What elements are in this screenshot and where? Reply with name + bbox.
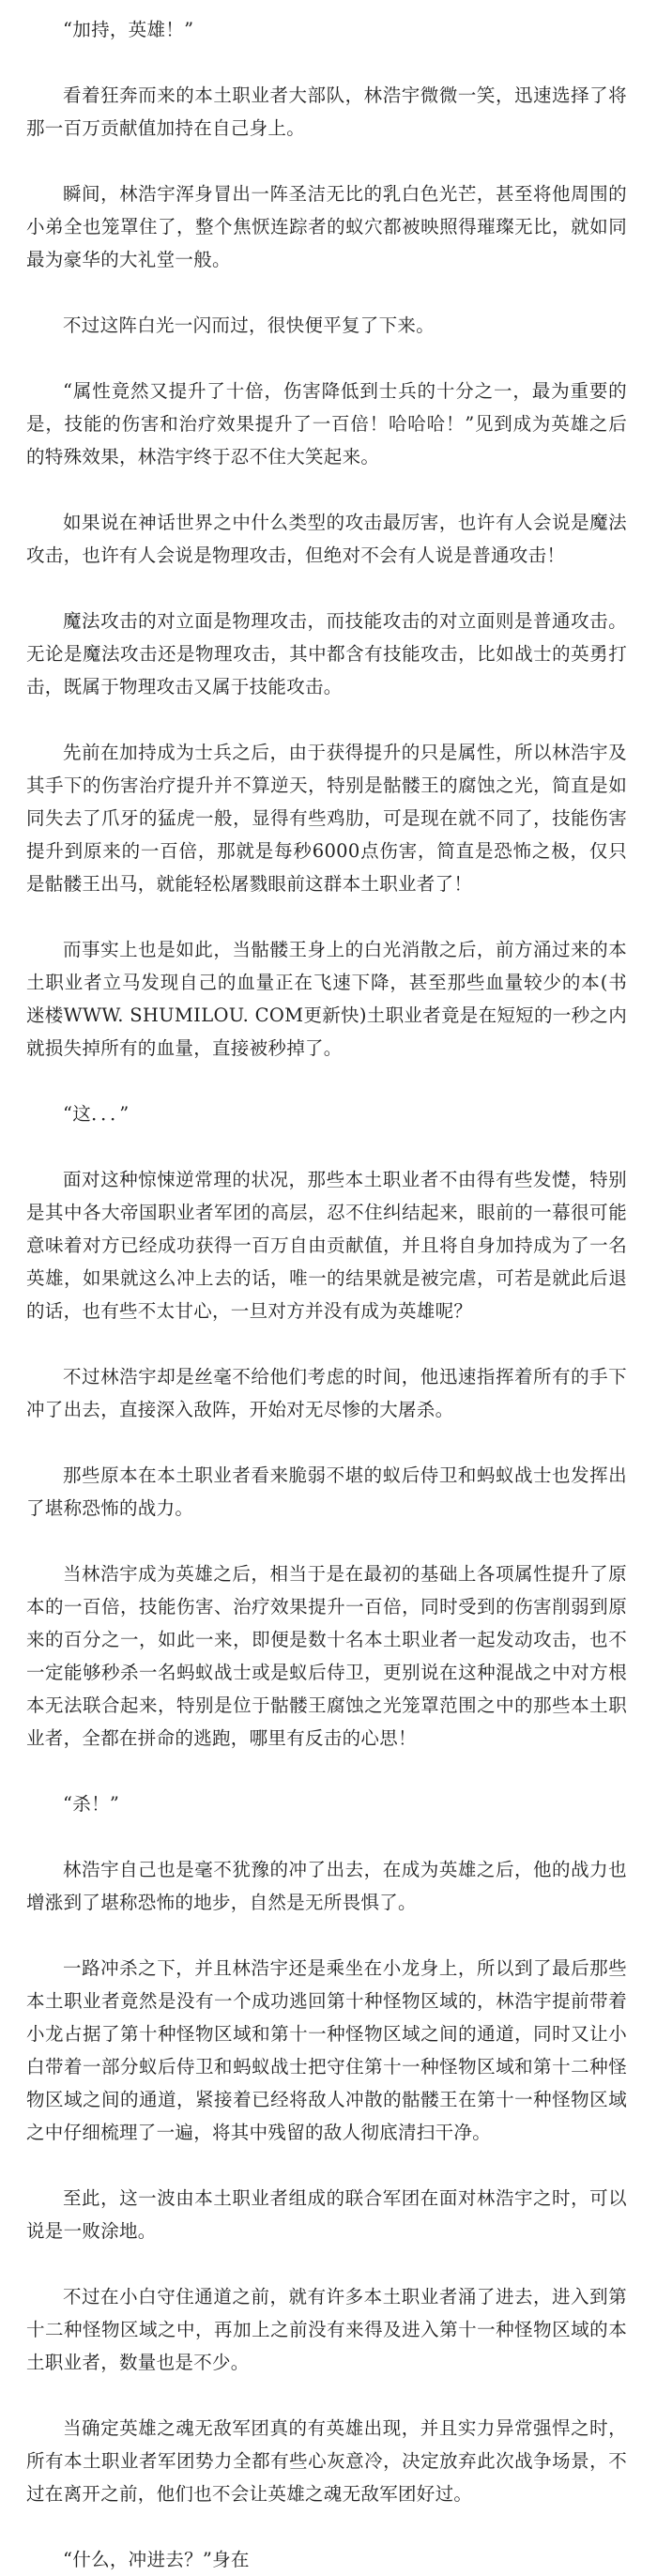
- paragraph-6: 如果说在神话世界之中什么类型的攻击最厉害，也许有人会说是魔法攻击，也许有人会说是物理攻击，但绝对不会有人说是普通攻击！: [26, 512, 627, 566]
- paragraph-5: “属性竟然又提升了十倍，伤害降低到士兵的十分之一，最为重要的是，技能的伤害和治疗效果提升了一百倍！哈哈哈！”见到成为英雄之后的特殊效果，林浩宇终于忍不住大笑起来。: [26, 380, 627, 468]
- paragraph-18: 至此，这一波由本土职业者组成的联合军团在面对林浩宇之时，可以说是一败涂地。: [26, 2187, 627, 2242]
- paragraph-9: 而事实上也是如此，当骷髅王身上的白光消散之后，前方涌过来的本土职业者立马发现自己的血量正在飞速下降，甚至那些血量较少的本(书迷楼WWW. SHUMILOU. COM更新快)土职业者竟是在短短的一秒之内就损失掉所有的血量，直接被秒掉了。: [26, 939, 627, 1059]
- paragraph-17: 一路冲杀之下，并且林浩宇还是乘坐在小龙身上，所以到了最后那些本土职业者竟然是没有一个成功逃回第十种怪物区域的，林浩宇提前带着小龙占据了第十种怪物区域和第十一种怪物区域之间的通道，同时又让小白带着一部分蚁后侍卫和蚂蚁战士把守住第十一种怪物区域和第十二种怪物区域之间的通道，紧接着已经将敌人冲散的骷髅王在第十一种怪物区域之中仔细梳理了一遍，将其中残留的敌人彻底清扫干净。: [26, 1957, 627, 2143]
- paragraph-8: 先前在加持成为士兵之后，由于获得提升的只是属性，所以林浩宇及其手下的伤害治疗提升并不算逆天，特别是骷髅王的腐蚀之光，简直是如同失去了爪牙的猛虎一般，显得有些鸡肋，可是现在就不同了，技能伤害提升到原来的一百倍，那就是每秒6000点伤害，简直是恐怖之极，仅只是骷髅王出马，就能轻松屠戮眼前这群本土职业者了！: [26, 742, 627, 895]
- paragraph-16: 林浩宇自己也是毫不犹豫的冲了出去，在成为英雄之后，他的战力也增涨到了堪称恐怖的地步，自然是无所畏惧了。: [26, 1859, 627, 1913]
- paragraph-13: 那些原本在本土职业者看来脆弱不堪的蚁后侍卫和蚂蚁战士也发挥出了堪称恐怖的战力。: [26, 1464, 627, 1519]
- paragraph-2: 看着狂奔而来的本土职业者大部队，林浩宇微微一笑，迅速选择了将那一百万贡献值加持在自己身上。: [26, 84, 627, 139]
- paragraph-12: 不过林浩宇却是丝毫不给他们考虑的时间，他迅速指挥着所有的手下冲了出去，直接深入敌阵，开始对无尽惨的大屠杀。: [26, 1366, 627, 1420]
- paragraph-10: “这．．．”: [63, 1103, 130, 1125]
- paragraph-11: 面对这种惊悚逆常理的状况，那些本土职业者不由得有些发憷，特别是其中各大帝国职业者军团的高层，忍不住纠结起来，眼前的一幕很可能意味着对方已经成功获得一百万自由贡献值，并且将自身加持成为了一名英雄，如果就这么冲上去的话，唯一的结果就是被完虐，可若是就此后退的话，也有些不太甘心，一旦对方并没有成为英雄呢？: [26, 1169, 627, 1322]
- paragraph-3: 瞬间，林浩宇浑身冒出一阵圣洁无比的乳白色光芒，甚至将他周围的小弟全也笼罩住了，整个焦恹连踪者的蚁穴都被映照得璀璨无比，就如同最为豪华的大礼堂一般。: [26, 183, 627, 270]
- paragraph-14: 当林浩宇成为英雄之后，相当于是在最初的基础上各项属性提升了原本的一百倍，技能伤害、治疗效果提升一百倍，同时受到的伤害削弱到原来的百分之一，如此一来，即便是数十名本土职业者一起发动攻击，也不一定能够秒杀一名蚂蚁战士或是蚁后侍卫，更别说在这种混战之中对方根本无法联合起来，特别是位于骷髅王腐蚀之光笼罩范围之中的那些本土职业者，全都在拼命的逃跑，哪里有反击的心思！: [26, 1563, 627, 1749]
- paragraph-7: 魔法攻击的对立面是物理攻击，而技能攻击的对立面则是普通攻击。无论是魔法攻击还是物理攻击，其中都含有技能攻击，比如战士的英勇打击，既属于物理攻击又属于技能攻击。: [26, 610, 627, 698]
- paragraph-20: 当确定英雄之魂无敌军团真的有英雄出现，并且实力异常强悍之时，所有本土职业者军团势力全都有些心灰意冷，决定放弃此次战争场景，不过在离开之前，他们也不会让英雄之魂无敌军团好过。: [26, 2417, 627, 2505]
- paragraph-15: “杀！”: [63, 1793, 120, 1815]
- paragraph-19: 不过在小白守住通道之前，就有许多本土职业者涌了进去，进入到第十二种怪物区域之中，再加上之前没有来得及进入第十一种怪物区域的本土职业者，数量也是不少。: [26, 2286, 627, 2373]
- paragraph-21: “什么，冲进去？”身在: [63, 2549, 250, 2570]
- paragraph-1: “加持，英雄！”: [63, 19, 194, 40]
- paragraph-4: 不过这阵白光一闪而过，很快便平复了下来。: [63, 314, 435, 336]
